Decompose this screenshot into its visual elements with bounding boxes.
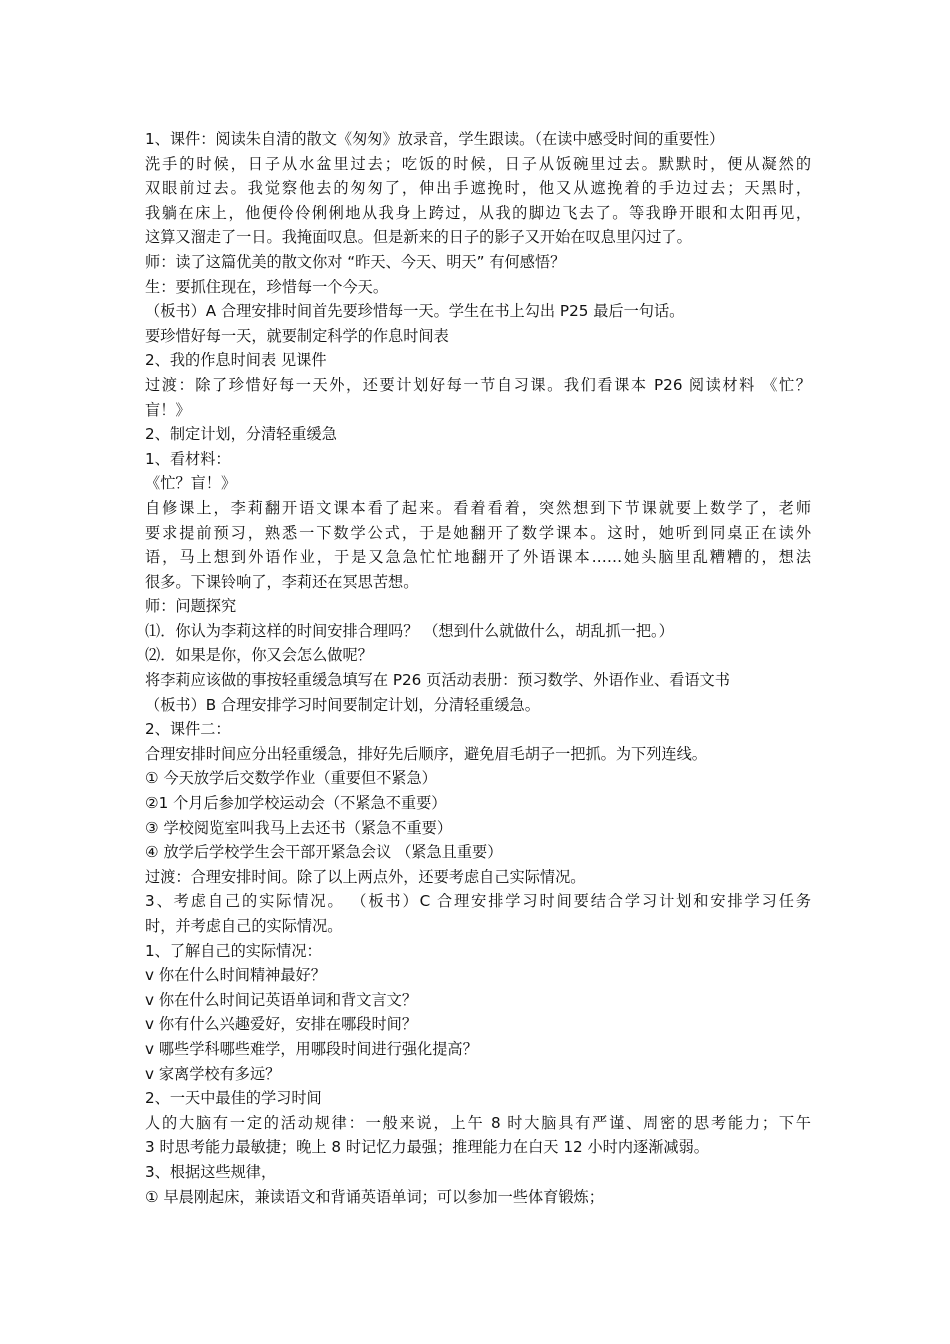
- text-line: 要珍惜好每一天，就要制定科学的作息时间表: [145, 326, 449, 345]
- text-line: 合理安排时间应分出轻重缓急，排好先后顺序，避免眉毛胡子一把抓。为下列连线。: [145, 744, 707, 763]
- text-line: 3、考虑自己的实际情况。 （板书）C 合理安排学习时间要结合学习计划和安排学习任务: [145, 892, 811, 911]
- text-line: 人的大脑有一定的活动规律：一般来说，上午 8 时大脑具有严谨、周密的思考能力；下午: [145, 1113, 811, 1132]
- text-line: 这算又溜走了一日。我掩面叹息。但是新来的日子的影子又开始在叹息里闪过了。: [145, 228, 692, 247]
- text-line: 《忙？盲！》: [145, 474, 237, 493]
- text-line: 1、课件：阅读朱自清的散文《匆匆》放录音，学生跟读。（在读中感受时间的重要性）: [145, 130, 725, 148]
- text-line: ① 早晨刚起床，兼读语文和背诵英语单词；可以参加一些体育锻炼；: [145, 1187, 604, 1206]
- text-line: v 家离学校有多远？: [145, 1064, 281, 1083]
- text-line: 师：问题探究: [145, 597, 237, 616]
- text-line: 3 时思考能力最敏捷；晚上 8 时记忆力最强；推理能力在白天 12 小时内逐渐减弱。: [145, 1138, 709, 1157]
- text-line: 生：要抓住现在，珍惜每一个今天。: [145, 277, 388, 296]
- text-line: 2、我的作息时间表 见课件: [145, 351, 327, 370]
- text-line: ① 今天放学后交数学作业（重要但不紧急）: [145, 769, 437, 788]
- text-line: 过渡：除了珍惜好每一天外，还要计划好每一节自习课。我们看课本 P26 阅读材料 《忙？: [145, 375, 811, 394]
- text-line: 2、课件二：: [145, 720, 231, 739]
- text-line: v 你在什么时间记英语单词和背文言文？: [145, 990, 418, 1009]
- text-line: 洗手的时候，日子从水盆里过去；吃饭的时候，日子从饭碗里过去。默默时，便从凝然的: [145, 154, 811, 173]
- text-line: 1、了解自己的实际情况：: [145, 941, 322, 960]
- text-line: 双眼前过去。我觉察他去的匆匆了，伸出手遮挽时，他又从遮挽着的手边过去；天黑时，: [145, 179, 811, 198]
- text-line: 时，并考虑自己的实际情况。: [145, 917, 343, 935]
- text-line: 语，马上想到外语作业，于是又急急忙忙地翻开了外语课本……她头脑里乱糟糟的，想法: [145, 548, 811, 567]
- text-line: 师：读了这篇优美的散文你对 “昨天、今天、明天” 有何感悟？: [145, 252, 566, 271]
- text-line: （板书）B 合理安排学习时间要制定计划，分清轻重缓急。: [145, 695, 540, 714]
- text-line: 盲！》: [145, 400, 191, 419]
- text-line: 我躺在床上，他便伶伶俐俐地从我身上跨过，从我的脚边飞去了。等我睁开眼和太阳再见，: [145, 203, 811, 222]
- text-line: 要求提前预习，熟悉一下数学公式，于是她翻开了数学课本。这时，她听到同桌正在读外: [145, 523, 811, 542]
- text-line: 3、根据这些规律，: [145, 1162, 277, 1181]
- text-line: （板书）A 合理安排时间首先要珍惜每一天。学生在书上勾出 P25 最后一句话。: [145, 302, 685, 321]
- text-line: ③ 学校阅览室叫我马上去还书（紧急不重要）: [145, 818, 453, 837]
- text-line: 1、看材料：: [145, 449, 231, 468]
- text-line: ⑵．如果是你，你又会怎么做呢？: [145, 646, 373, 665]
- text-line: 很多。下课铃响了，李莉还在冥思苦想。: [145, 572, 419, 591]
- text-line: 2、制定计划，分清轻重缓急: [145, 425, 337, 444]
- text-line: 将李莉应该做的事按轻重缓急填写在 P26 页活动表册：预习数学、外语作业、看语文书: [145, 671, 730, 690]
- text-line: v 你在什么时间精神最好？: [145, 966, 326, 985]
- text-line: v 你有什么兴趣爱好，安排在哪段时间？: [145, 1015, 418, 1034]
- text-line: 2、一天中最佳的学习时间: [145, 1089, 322, 1108]
- document-body: [145, 127, 811, 1209]
- text-line: 过渡：合理安排时间。除了以上两点外，还要考虑自己实际情况。: [145, 867, 586, 886]
- text-line: 自修课上，李莉翻开语文课本看了起来。看着看着，突然想到下节课就要上数学了，老师: [145, 498, 811, 517]
- text-line: ②1 个月后参加学校运动会（不紧急不重要）: [145, 794, 447, 813]
- text-line: v 哪些学科哪些难学，用哪段时间进行强化提高？: [145, 1039, 478, 1058]
- text-line: ⑴．你认为李莉这样的时间安排合理吗？ （想到什么就做什么，胡乱抓一把。）: [145, 621, 674, 640]
- text-line: ④ 放学后学校学生会干部开紧急会议 （紧急且重要）: [145, 843, 503, 862]
